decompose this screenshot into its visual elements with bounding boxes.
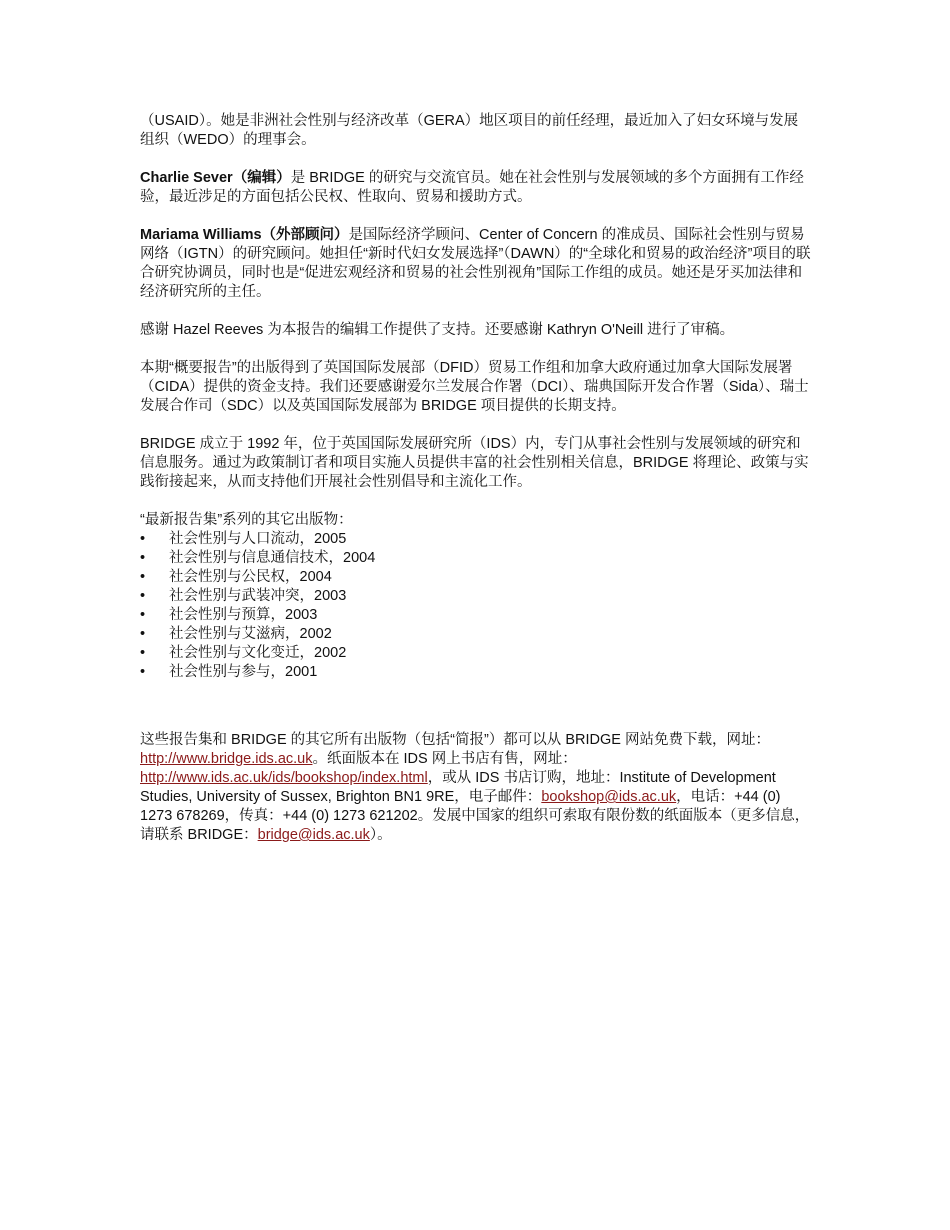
list-item-text: 社会性别与公民权，2004 bbox=[169, 569, 332, 585]
publications-list-intro: “最新报告集”系列的其它出版物： bbox=[140, 512, 353, 528]
list-item-text: 社会性别与预算，2003 bbox=[169, 607, 318, 623]
paragraph-text: 感谢 Hazel Reeves 为本报告的编辑工作提供了支持。还要感谢 Kathryn O'Neill 进行了审稿。 bbox=[140, 322, 735, 338]
paragraph-text: BRIDGE 成立于 1992 年，位于英国国际发展研究所（IDS）内，专门从事社会性别与发展领域的研究和信息服务。通过为政策制订者和项目实施人员提供丰富的社会性别相关信息，BRIDGE 将理论、政策与实践衔接起来，从而支持他们开展社会性别倡导和主流化工作。 bbox=[140, 436, 809, 490]
paragraph-mariama-williams bbox=[140, 226, 812, 302]
bullet-icon: • bbox=[140, 569, 146, 585]
bridge-email-link[interactable]: bridge@ids.ac.uk bbox=[257, 827, 370, 843]
paragraph-text: ，电话：+44 (0) 1273 678269，传真：+44 (0) 1273 621202。发展中国家的组织可索取有限份数的纸面版本（更多信息，请联系 BRIDGE： bbox=[140, 789, 810, 843]
bullet-icon: • bbox=[140, 550, 146, 566]
paragraph-text: ）。 bbox=[369, 827, 392, 843]
person-name: Mariama Williams（外部顾问） bbox=[140, 227, 349, 243]
paragraph-text: ，或从 IDS 书店订购，地址：Institute of Development Studies, University of Sussex, Brighton BN1 9RE，电子邮件： bbox=[140, 770, 776, 805]
list-item-text: 社会性别与艾滋病，2002 bbox=[169, 626, 332, 642]
paragraph-usaid bbox=[140, 112, 812, 150]
paragraph-text: 是 BRIDGE 的研究与交流官员。她在社会性别与发展领域的多个方面拥有工作经验，最近涉足的方面包括公民权、性取向、贸易和援助方式。 bbox=[140, 170, 804, 205]
list-item bbox=[140, 606, 812, 625]
paragraph-text: 本期“概要报告”的出版得到了英国国际发展部（DFID）贸易工作组和加拿大政府通过加拿大国际发展署（CIDA）提供的资金支持。我们还要感谢爱尔兰发展合作署（DCI）、瑞典国际开发合作署（Sida）、瑞士发展合作司（SDC）以及英国国际发展部为 BRIDGE 项目提供的长期支持。 bbox=[140, 360, 809, 414]
list-item bbox=[140, 625, 812, 644]
list-item bbox=[140, 644, 812, 663]
bullet-icon: • bbox=[140, 607, 146, 623]
paragraph-text: 。纸面版本在 IDS 网上书店有售，网址： bbox=[312, 751, 577, 767]
list-item-text: 社会性别与武装冲突，2003 bbox=[169, 588, 347, 604]
bookshop-email-link[interactable]: bookshop@ids.ac.uk bbox=[541, 789, 677, 805]
bullet-icon: • bbox=[140, 664, 146, 680]
paragraph-text: 这些报告集和 BRIDGE 的其它所有出版物（包括“简报”）都可以从 BRIDGE 网站免费下载，网址： bbox=[140, 732, 770, 748]
list-item bbox=[140, 549, 812, 568]
paragraph-charlie-sever bbox=[140, 169, 812, 207]
bridge-website-link[interactable]: http://www.bridge.ids.ac.uk bbox=[140, 751, 313, 767]
publications-list bbox=[140, 530, 812, 682]
bullet-icon: • bbox=[140, 531, 146, 547]
paragraph-funding bbox=[140, 359, 812, 416]
list-item-text: 社会性别与文化变迁，2002 bbox=[169, 645, 347, 661]
paragraph-text: （USAID）。她是非洲社会性别与经济改革（GERA）地区项目的前任经理，最近加入了妇女环境与发展组织（WEDO）的理事会。 bbox=[140, 113, 799, 148]
bullet-icon: • bbox=[140, 626, 146, 642]
list-item bbox=[140, 568, 812, 587]
paragraph-bridge-about bbox=[140, 435, 812, 492]
list-item bbox=[140, 587, 812, 606]
list-item-text: 社会性别与参与，2001 bbox=[169, 664, 318, 680]
list-item-text: 社会性别与人口流动，2005 bbox=[169, 531, 347, 547]
bookshop-link[interactable]: http://www.ids.ac.uk/ids/bookshop/index.html bbox=[140, 770, 428, 786]
list-item bbox=[140, 663, 812, 682]
bullet-icon: • bbox=[140, 645, 146, 661]
bullet-icon: • bbox=[140, 588, 146, 604]
document-page bbox=[140, 112, 812, 864]
paragraph-acknowledgements bbox=[140, 321, 812, 340]
paragraph-contact bbox=[140, 731, 812, 845]
list-item-text: 社会性别与信息通信技术，2004 bbox=[169, 550, 376, 566]
paragraph-text: 是国际经济学顾问、Center of Concern 的准成员、国际社会性别与贸易网络（IGTN）的研究顾问。她担任“新时代妇女发展选择”（DAWN）的“全球化和贸易的政治经济”项目的联合研究协调员，同时也是“促进宏观经济和贸易的社会性别视角”国际工作组的成员。她还是牙买加法律和经济研究所的主任。 bbox=[140, 227, 811, 300]
list-item bbox=[140, 530, 812, 549]
person-name: Charlie Sever（编辑） bbox=[140, 170, 291, 186]
